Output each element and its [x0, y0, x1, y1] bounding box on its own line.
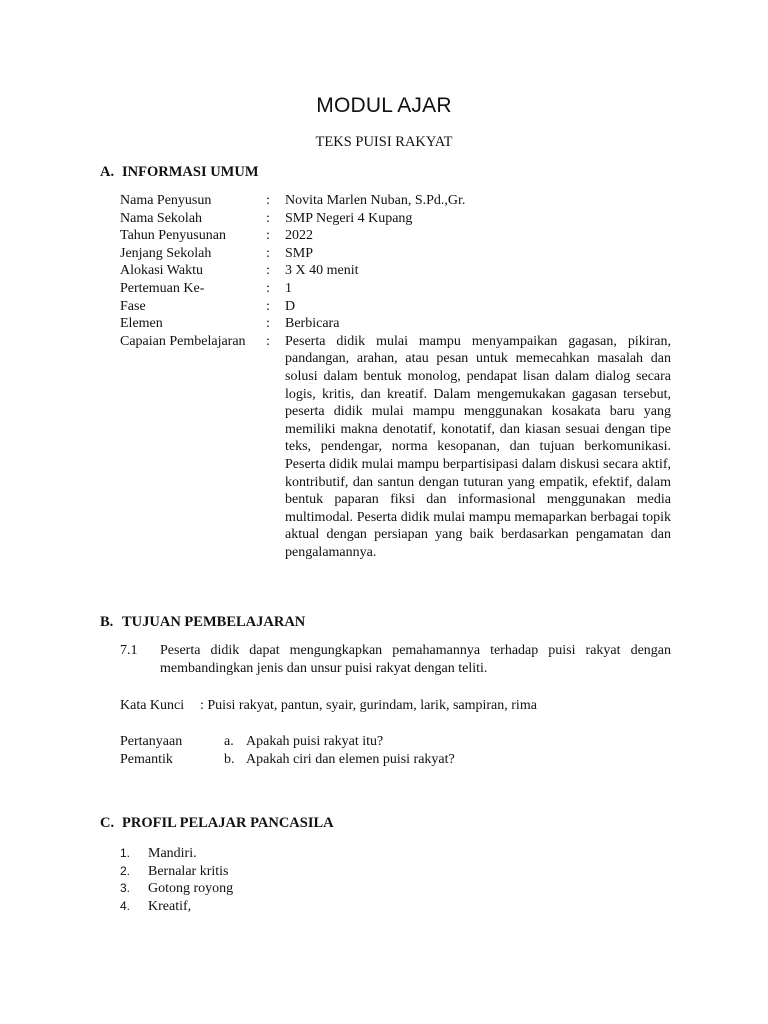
question-letter: a. [224, 734, 234, 749]
kata-kunci-value: : Puisi rakyat, pantun, syair, gurindam, larik, sampiran, rima [200, 698, 537, 713]
info-value: 3 X 40 menit [285, 263, 359, 279]
section-c-letter: C. [100, 815, 115, 831]
list-number: 1. [120, 846, 131, 860]
section-a-title: INFORMASI UMUM [122, 164, 259, 180]
info-separator: : [266, 298, 270, 314]
info-value: 2022 [285, 228, 313, 244]
section-c-heading [100, 815, 334, 832]
list-item [120, 845, 233, 863]
objective-number: 7.1 [120, 643, 138, 658]
list-number: 4. [120, 898, 131, 913]
info-value: Novita Marlen Nuban, S.Pd.,Gr. [285, 193, 466, 208]
info-row-elemen [120, 315, 680, 333]
document-title: MODUL AJAR [316, 94, 452, 117]
profil-list [120, 845, 233, 915]
question-item [224, 733, 383, 751]
info-row-jenjang-sekolah [120, 245, 680, 263]
section-b-title: TUJUAN PEMBELAJARAN [122, 614, 306, 630]
info-row-nama-penyusun [120, 192, 680, 210]
info-value: SMP [285, 245, 314, 261]
list-text: Bernalar kritis [148, 863, 229, 879]
info-label: Nama Sekolah [120, 210, 203, 226]
info-table [120, 192, 680, 561]
list-text: Kreatif, [148, 898, 192, 914]
info-label: Capaian Pembelajaran [120, 333, 246, 349]
section-b-heading [100, 614, 305, 631]
info-row-fase [120, 298, 680, 316]
pertanyaan-label: Pertanyaan Pemantik [120, 734, 183, 767]
info-separator: : [266, 210, 270, 226]
section-b-letter: B. [100, 614, 114, 630]
capaian-pembelajaran-text: Peserta didik mulai mampu menyampaikan gagasan, pikiran, pandangan, arahan, atau pesan untuk memecahkan masalah dan solusi dalam bentuk monolog, pendapat lisan dalam dialog secara logis, kritis, dan kreatif. Dalam mengemukakan gagasan tersebut, peserta didik mulai mampu menggunakan kosakata baru yang memiliki makna denotatif, konotatif, dan kiasan sesuai dengan tipe teks, pendengar, norma kesopanan, dan tujuan berkomunikasi. Peserta didik mulai mampu berpartisipasi dalam diskusi secara aktif, kontributif, dan santun dengan tuturan yang empatik, efektif, dalam bentuk paparan fiksi dan informasional menggunakan media multimodal. Peserta didik mulai mampu memaparkan berbagai topik aktual dengan persiapan yang baik berdasarkan pengamatan dan pengalamannya. [285, 333, 671, 560]
info-value: SMP Negeri 4 Kupang [285, 210, 413, 226]
question-text: Apakah ciri dan elemen puisi rakyat? [246, 752, 455, 767]
info-separator: : [266, 316, 270, 332]
info-label: Tahun Penyusunan [120, 228, 226, 244]
info-row-capaian-pembelajaran [120, 333, 680, 562]
info-separator: : [266, 333, 270, 349]
info-value: 1 [285, 280, 292, 296]
question-text: Apakah puisi rakyat itu? [246, 734, 384, 749]
info-value: D [285, 298, 296, 314]
info-row-pertemuan [120, 280, 680, 298]
list-number: 3. [120, 881, 131, 896]
info-row-tahun-penyusunan [120, 227, 680, 245]
info-label: Pertemuan Ke- [120, 280, 205, 296]
list-text: Gotong royong [148, 881, 234, 897]
list-item [120, 863, 233, 881]
info-label: Fase [120, 298, 146, 314]
section-a-heading [100, 164, 259, 181]
list-number: 2. [120, 863, 131, 878]
list-text: Mandiri. [148, 846, 197, 861]
info-label: Nama Penyusun [120, 193, 212, 208]
info-value: Berbicara [285, 316, 340, 332]
info-separator: : [266, 193, 270, 208]
info-separator: : [266, 245, 270, 261]
list-item [120, 898, 233, 916]
section-a-letter: A. [100, 164, 115, 180]
info-label: Jenjang Sekolah [120, 245, 212, 261]
info-separator: : [266, 228, 270, 244]
info-separator: : [266, 280, 270, 296]
document-subtitle: TEKS PUISI RAKYAT [315, 134, 453, 150]
info-label: Alokasi Waktu [120, 263, 203, 279]
learning-objective [120, 642, 672, 677]
info-row-nama-sekolah [120, 210, 680, 228]
question-item [224, 751, 455, 769]
info-separator: : [266, 263, 270, 279]
info-row-alokasi-waktu [120, 262, 680, 280]
list-item [120, 880, 233, 898]
section-c-title: PROFIL PELAJAR PANCASILA [122, 815, 334, 831]
objective-text: Peserta didik dapat mengungkapkan pemahamannya terhadap puisi rakyat dengan membandingkan jenis dan unsur puisi rakyat dengan teliti. [160, 643, 671, 676]
info-label: Elemen [120, 316, 163, 332]
question-letter: b. [224, 752, 235, 767]
kata-kunci-label: Kata Kunci [120, 698, 185, 713]
